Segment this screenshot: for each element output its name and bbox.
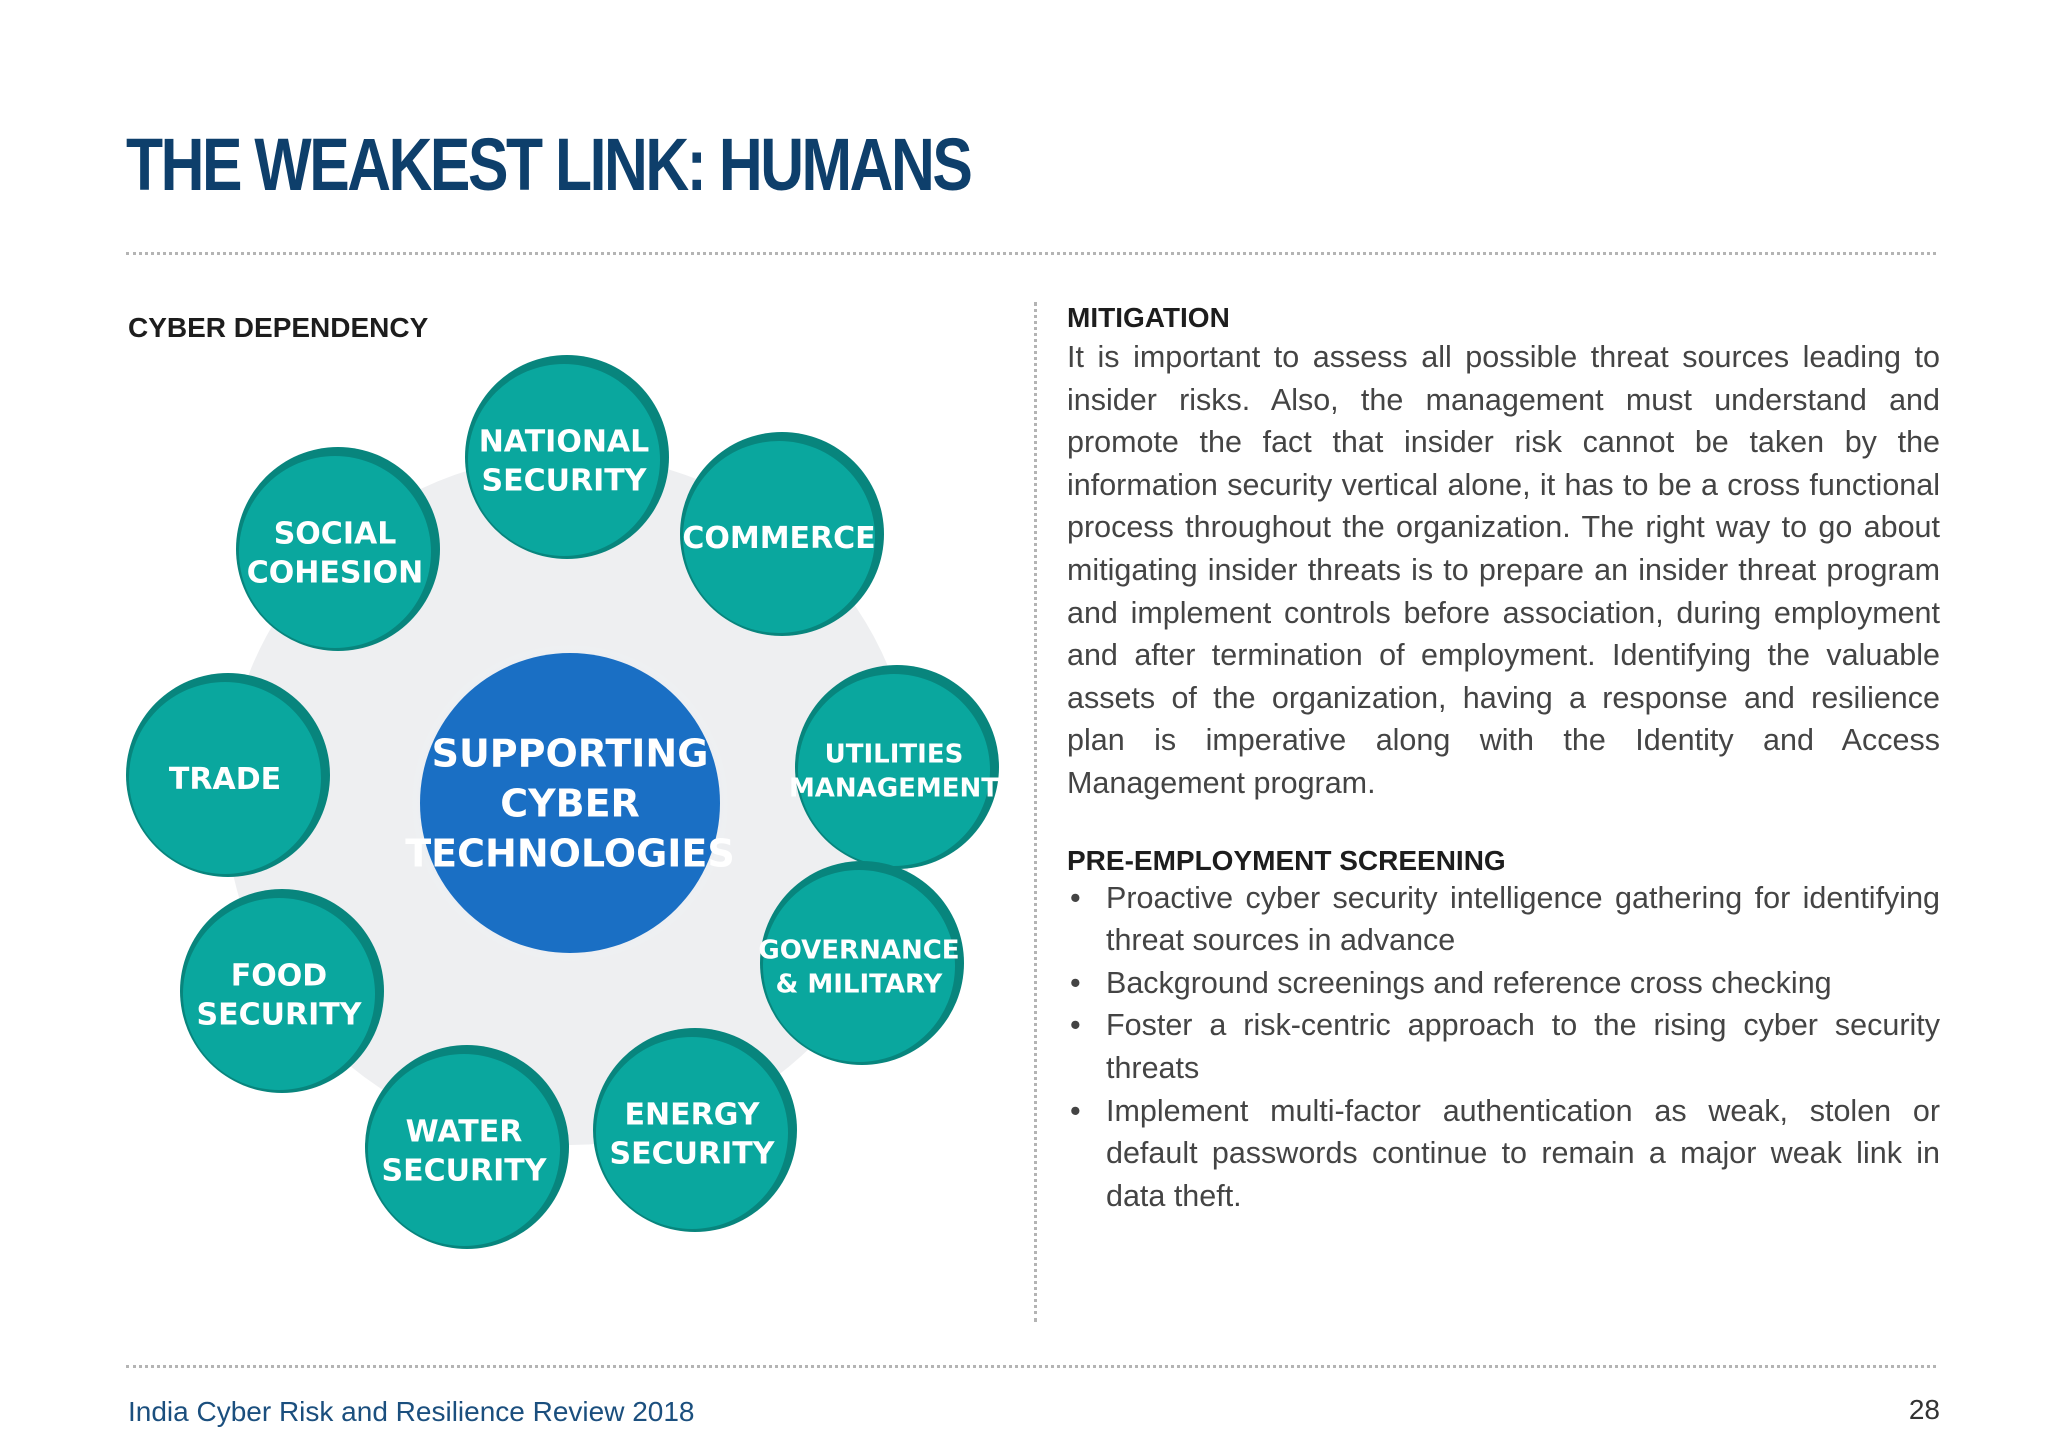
node-label-line: SECURITY [481,463,647,499]
node-water-security [365,1045,569,1249]
cyber-dependency-heading: CYBER DEPENDENCY [128,312,429,343]
node-label-line: MANAGEMENT [788,773,1000,804]
node-label-line: & MILITARY [775,969,943,1000]
node-circle [183,898,375,1090]
list-item-text: Implement multi-factor authentication as weak, stolen or default passwords continue to remain a major weak link in data theft. [1106,1093,1940,1213]
bottom-divider [126,1365,1936,1368]
node-circle [239,456,431,648]
diagram-canvas [120,350,1020,1250]
list-item-text: Proactive cyber security intelligence gathering for identifying threat sources in advance [1106,880,1940,958]
node-label-line: FOOD [230,958,328,994]
column-divider [1034,302,1037,1322]
node-label-line: SOCIAL [273,516,397,552]
node-circle [368,1054,560,1246]
node-label-line: SECURITY [196,997,362,1033]
bullet-icon: • [1070,1093,1081,1128]
node-label [682,521,875,556]
node-trade [126,673,330,877]
node-national-security [465,355,669,559]
mitigation-heading: MITIGATION [1067,302,1230,333]
node-label-line: SECURITY [381,1153,547,1189]
screening-heading: PRE-EMPLOYMENT SCREENING [1067,844,1506,876]
right-column [1067,302,1940,1217]
list-item [1067,1004,1940,1089]
node-circle [763,870,955,1062]
node-label-line: WATER [405,1114,523,1150]
center-label-line: CYBER [500,781,640,826]
node-label-line: ENERGY [624,1097,760,1133]
list-item [1067,1090,1940,1218]
mitigation-paragraph: It is important to assess all possible threat sources leading to insider risks. Also, the management must understand and promote the fact that insider risk cannot be taken by the information security vertical alone, it has to be a cross functional process throughout the organization. The right way to go about mitigating insider threats is to prepare an insider threat program and implement controls before association, during employment and after termination of employment. Identifying the valuable assets of the organization, having a response and resilience plan is imperative along with the Identity and Access Management program. [1067,340,1940,800]
node-label-line: COMMERCE [682,520,876,556]
page-title: THE WEAKEST LINK: HUMANS [126,123,971,206]
node-social-cohesion [236,447,440,651]
node-circle [468,364,660,556]
screening-list [1067,877,1940,1218]
footer-publication: India Cyber Risk and Resilience Review 2018 [128,1396,695,1427]
node-label-line: SECURITY [609,1136,775,1172]
node-circle [798,674,990,866]
list-item [1067,877,1940,962]
node-food-security [180,889,384,1093]
node-label-line: NATIONAL [478,424,650,460]
node-governance-military [758,861,964,1065]
node-label-line: COHESION [246,555,424,591]
list-item-text: Foster a risk-centric approach to the rising cyber security threats [1106,1008,1940,1085]
bullet-icon: • [1070,965,1081,1000]
node-circle [596,1037,788,1229]
top-divider [126,252,1936,255]
node-label-line: TRADE [168,761,282,797]
center-label-line: SUPPORTING [431,731,709,776]
center-label-line: TECHNOLOGIES [405,831,735,876]
node-label [169,762,281,797]
list-item [1067,962,1940,1005]
bullet-icon: • [1070,1008,1081,1043]
cyber-dependency-diagram [120,350,1020,1250]
page-number: 28 [1908,1394,1940,1425]
node-label-line: UTILITIES [824,739,964,770]
bullet-icon: • [1070,880,1081,915]
node-commerce [680,432,884,636]
node-label-line: GOVERNANCE [758,935,960,966]
list-item-text: Background screenings and reference cross checking [1106,965,1832,1000]
node-energy-security [593,1028,797,1232]
